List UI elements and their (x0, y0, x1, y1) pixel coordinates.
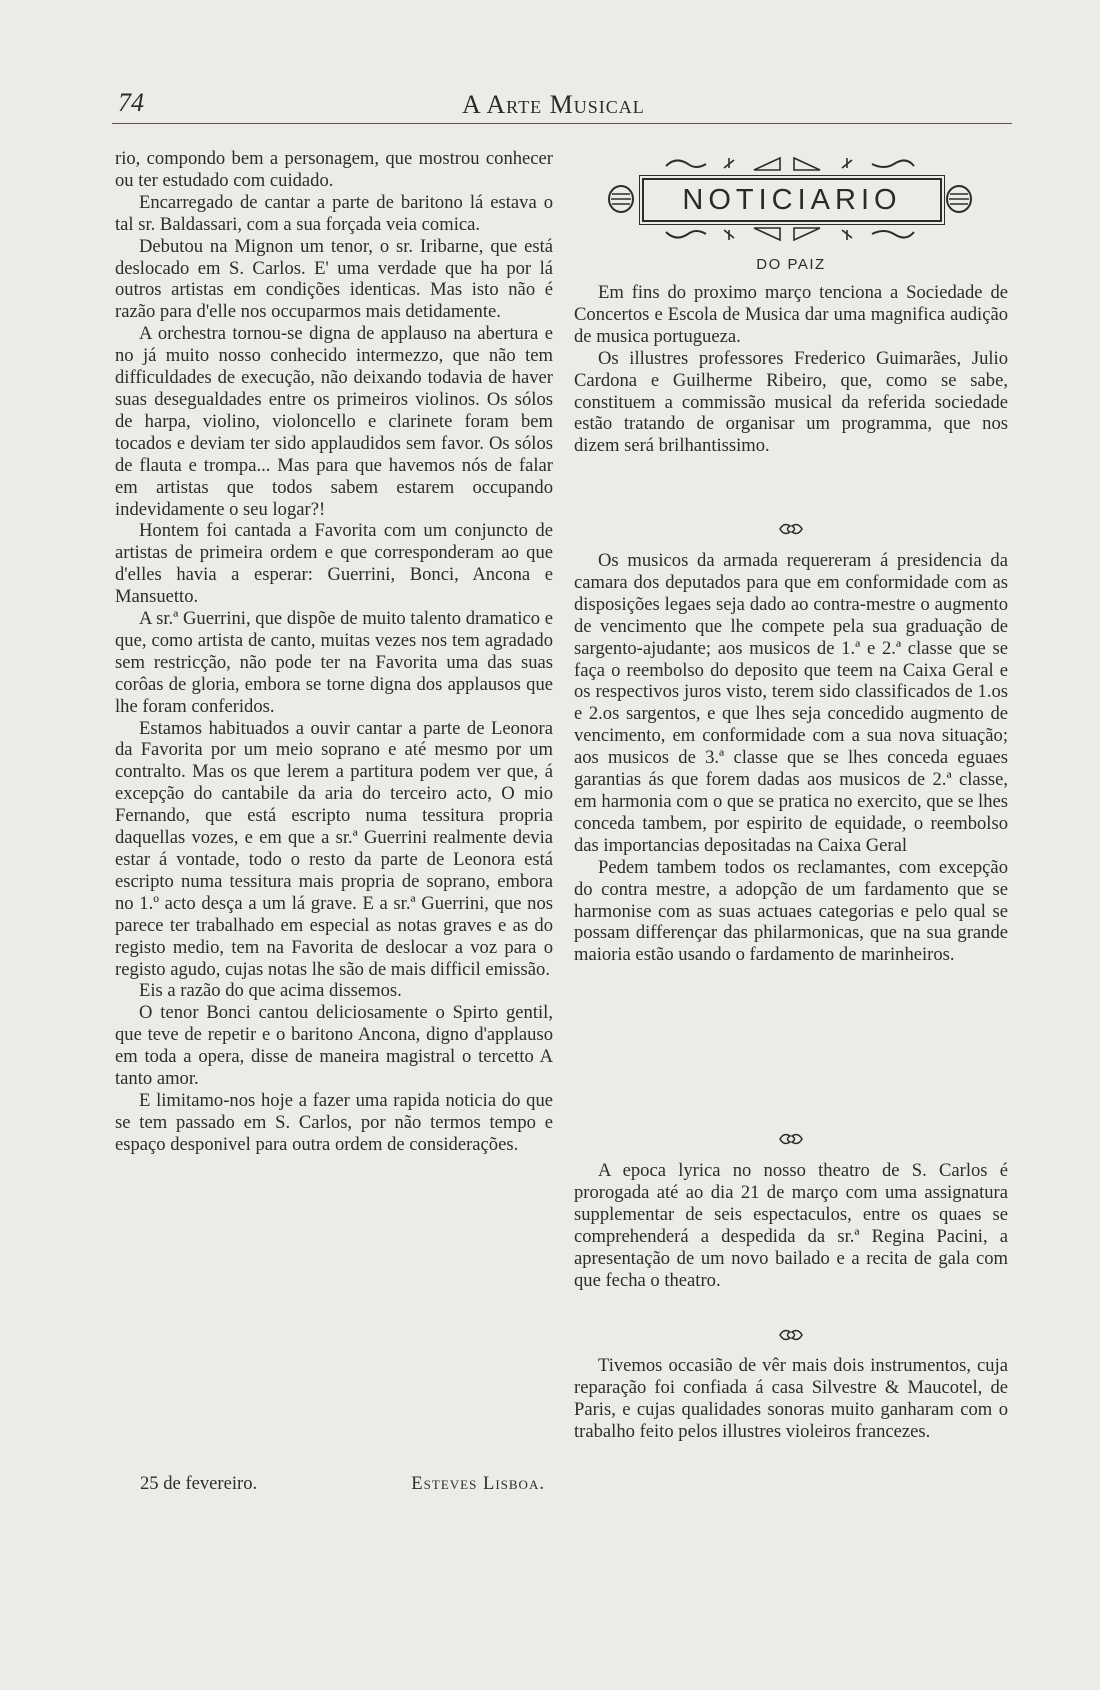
ornament-left-icon (606, 182, 636, 216)
paragraph: Eis a razão do que acima dissemos. (139, 980, 402, 1002)
running-title: A Arte Musical (462, 90, 645, 119)
news-item-block (574, 1355, 1008, 1443)
paragraph: Estamos habituados a ouvir cantar a parte de Leonora da Favorita por um meio soprano e até mesmo por um contralto. Mas os que lerem a partitura podem ver que, á excepção do cantabile da aria do terceiro acto, O mio Fernando, que está escripto numa tessitura propria daquellas vozes, e em que a sr.ª Guerrini realmente devia estar á vontade, todo o resto da parte de Leonora está escripto numa tessitura mais propria de soprano, embora no 1.º acto desça a um lá grave. E a sr.ª Guerrini, que nos parece ter trabalhado em especial as notas graves e as do registo medio, tem na Favorita de deslocar a voz para o registo agudo, cujas notas lhe são de mais difficil emissão. (115, 717, 553, 980)
news-paragraph: A epoca lyrica no nosso theatro de S. Carlos é prorogada até ao dia 21 de março com uma assignatura supplementar de seis espectaculos, entre os quaes se comprehenderá a despedida da sr.ª Regina Pacini, a apresentação de um novo bailado e a recita de gala com que fecha o theatro. (574, 1160, 1008, 1291)
paragraph: O tenor Bonci cantou deliciosamente o Spirto gentil, que teve de repetir e o baritono Ancona, digno d'applauso em toda a opera, disse de maneira magistral o tercetto A tanto amor. (115, 1002, 553, 1090)
news-item-block (574, 1160, 1008, 1291)
news-item-block (574, 550, 1008, 966)
ornament-right-icon (944, 182, 974, 216)
paragraph: A orchestra tornou-se digna de applauso na abertura e no já muito nosso conhecido intermezzo, que não tem difficuldades de execução, não deixando todavia de haver suas desegualdades entre os primeiros violinos. Os sólos de harpa, violino, violoncello e clarinete foram bem tocados e deviam ter sido applaudidos sem favor. Os sólos de flauta e trompa... Mas para que havemos nós de falar em artistas que todos sabem estarem occupando indevidamente o seu logar?! (115, 323, 553, 520)
news-paragraph: Os musicos da armada requereram á presidencia da camara dos deputados para que em conformidade com as disposições legaes seja dado ao contra-mestre o augmento de vencimento que lhe compete pela sua graduação de sargento-ajudante; aos musicos de 1.ª e 2.ª classe que se faça o reembolso do deposito que teem na Caixa Geral e os respectivos juros visto, terem sido classificados de 1.os e 2.os sargentos, e que lhes seja concedido augmento de vencimento, em conformidade com a sua nova situação; aos musicos de 3.ª classe que se lhes conceda eguaes garantias ás que forem dadas aos musicos de 2.ª classe, em harmonia com o que se pratica no exercito, que se lhes conceda tambem, por espirito de equidade, o reembolso das importancias depositadas na Caixa Geral (574, 550, 1008, 856)
header-rule (112, 123, 1012, 124)
banner-title: NOTICIARIO (682, 184, 902, 216)
news-paragraph: Os illustres professores Frederico Guimarães, Julio Cardona e Guilherme Ribeiro, que, como se sabe, constituem a commissão musical da referida sociedade estão tratando de organisar um programma, que nos dizem será brilhantissimo. (574, 347, 1008, 457)
news-paragraph: Tivemos occasião de vêr mais dois instrumentos, cuja reparação foi confiada á casa Silvestre & Maucotel, de Paris, e cujas qualidades sonoras muito ganharam com o trabalho feito pelos illustres violeiros francezes. (574, 1355, 1008, 1442)
ornament-top-icon (662, 152, 918, 174)
news-paragraph: Em fins do proximo março tenciona a Sociedade de Concertos e Escola de Musica dar uma magnifica audição de musica portugueza. (574, 282, 1008, 347)
paragraph: Hontem foi cantada a Favorita com um conjuncto de artistas de primeira ordem e que corresponderam ao que d'elles havia a esperar: Guerrini, Bonci, Ancona e Mansuetto. (115, 520, 553, 608)
fleuron-icon (776, 1326, 806, 1344)
fleuron-icon (776, 1130, 806, 1148)
news-paragraph: Pedem tambem todos os reclamantes, com excepção do contra mestre, a adopção de um fardamento que se harmonise com as suas actuaes categorias e pelo qual se possam differençar das philarmonicas, que na sua grande maioria estão usando o fardamento de marinheiros. (574, 856, 1008, 966)
ornament-bottom-icon (662, 224, 918, 246)
paragraph: Encarregado de cantar a parte de baritono lá estava o tal sr. Baldassari, com a sua forçada veia comica. (115, 191, 553, 235)
paragraph: A sr.ª Guerrini, que dispõe de muito talento dramatico e que, como artista de canto, muitas vezes nos tem agradado sem restricção, não pode ter na Favorita uma das suas corôas de gloria, embora se torne digna dos applausos que lhe foram conferidos. (115, 608, 553, 717)
signature-date: 25 de fevereiro. (140, 1473, 258, 1494)
paragraph: Debutou na Mignon um tenor, o sr. Iribarne, que está deslocado em S. Carlos. E' uma verdade que ha por lá outros artistas em condições identicas. Mas isto não é razão para d'elle nos occuparmos mais detidamente. (115, 235, 553, 323)
page-header (112, 88, 1012, 128)
fleuron-icon (776, 520, 806, 538)
paragraph: E limitamo-nos hoje a fazer uma rapida noticia do que se tem passado em S. Carlos, por não termos tempo e espaço desponivel para outra ordem de considerações. (115, 1089, 553, 1155)
paragraph: rio, compondo bem a personagem, que mostrou conhecer ou ter estudado com cuidado. (115, 148, 553, 191)
noticiario-banner (606, 148, 972, 240)
news-item-block (574, 282, 1008, 457)
section-heading: DO PAIZ (756, 256, 826, 273)
page-number: 74 (118, 88, 144, 117)
noticiario-box (642, 178, 942, 222)
signature-name: Esteves Lisboa. (411, 1473, 545, 1494)
left-column (115, 148, 553, 1156)
